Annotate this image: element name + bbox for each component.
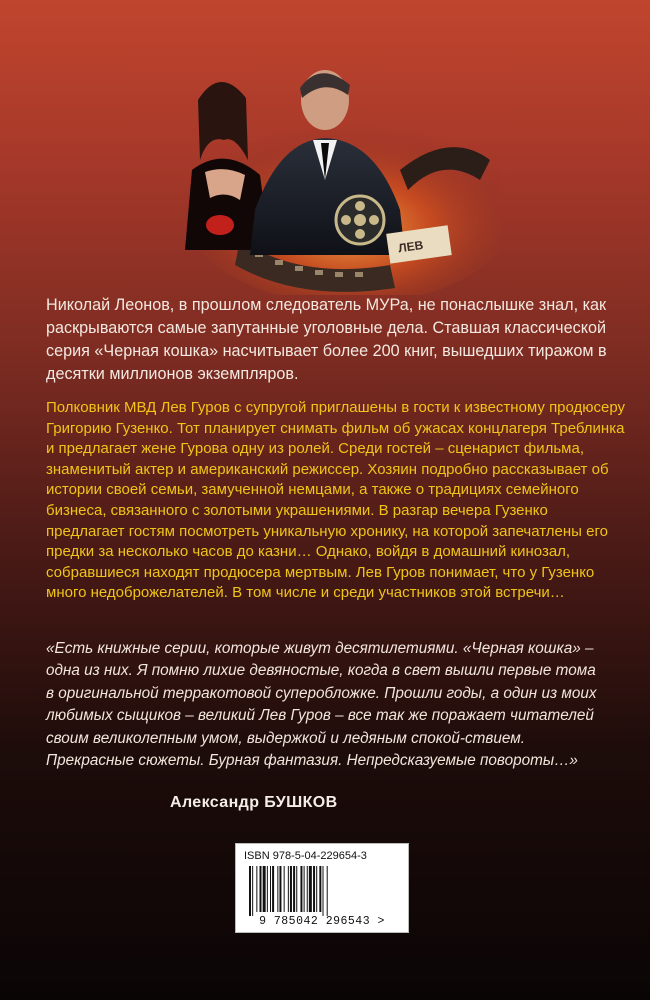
quote-author: Александр БУШКОВ (170, 794, 338, 811)
cover-illustration (180, 40, 500, 295)
review-quote: «Есть книжные серии, которые живут десятилетиями. «Черная кошка» – одна из них. Я помню лихие девяностые, когда в свет вышли первые тома в оригинальной терракотовой суперобложке. Прошли годы, а один из моих любимых сыщиков – великий Лев Гуров – все так же поражает читателей своим великолепным умом, выдержкой и ледяным спокой-ствием. Прекрасные сюжеты. Бурная фантазия. Непредсказуемые повороты…» (46, 640, 597, 770)
film-reel-icon (336, 196, 384, 244)
isbn-number: ISBN 978-5-04-229654-3 (244, 850, 367, 862)
poster-text: ЛЕВ (397, 237, 425, 256)
barcode-digits: 9 785042 296543 > (259, 915, 385, 928)
book-synopsis: Полковник МВД Лев Гуров с супругой приглашены в гости к известному продюсеру Григорию Гузенко. Тот планирует снимать фильм об ужасах концлагеря Треблинка и предлагает жене Гурова одну из ролей. Среди гостей – сценарист фильма, знаменитый актер и американский режиссер. Хозяин подробно рассказывает об истории своей семьи, замученной немцами, а также о традициях семейного бизнеса, связанного с золотыми украшениями. В разгар вечера Гузенко предлагает гостям посмотреть уникальную хронику, на которой запечатлены его предки за несколько часов до казни… Однако, войдя в домашний кинозал, собравшиеся находят продюсера мертвым. Лев Гуров понимает, что у Гузенко много недоброжелателей. В том числе и среди участников этой встречи… (46, 399, 626, 602)
barcode (247, 866, 397, 916)
isbn-barcode-box (235, 843, 409, 933)
series-intro: Николай Леонов, в прошлом следователь МУРа, не понаслышке знал, как раскрываются самые запутанные уголовные дела. Ставшая классической серия «Черная кошка» насчитывает более 200 книг, вышедших тиражом в десятки миллионов экземпляров. (46, 296, 607, 383)
